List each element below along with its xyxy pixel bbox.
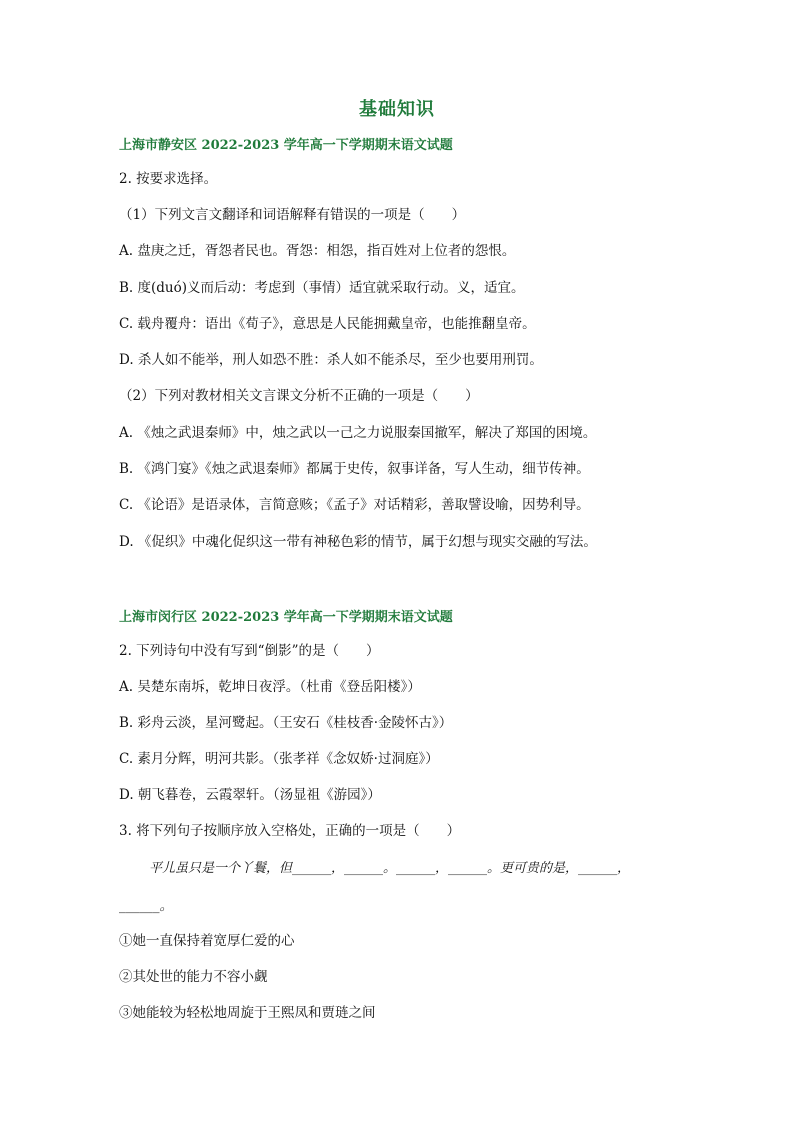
- q3-passage-line2: ______。: [119, 898, 173, 914]
- q2-option-c: C. 素月分辉，明河共影。（张孝祥《念奴娇·过洞庭》）: [119, 751, 439, 767]
- q2-option-b: B. 彩舟云淡，星河鹭起。（王安石《桂枝香·金陵怀古》）: [119, 715, 453, 731]
- sub2-option-d: D. 《促织》中魂化促织这一带有神秘色彩的情节，属于幻想与现实交融的写法。: [119, 534, 597, 550]
- q3-option-1: ①她一直保持着宽厚仁爱的心: [119, 933, 295, 949]
- q3-stem: 3. 将下列句子按顺序放入空格处，正确的一项是（ ）: [119, 823, 461, 839]
- section1-heading: 上海市静安区 2022-2023 学年高一下学期期末语文试题: [119, 138, 453, 153]
- q2-option-d: D. 朝飞暮卷，云霞翠轩。（汤显祖《游园》）: [119, 787, 381, 803]
- q2-option-a: A. 吴楚东南坼，乾坤日夜浮。（杜甫《登岳阳楼》）: [119, 679, 421, 695]
- sub1-option-b: B. 度(duó)义而后动：考虑到（事情）适宜就采取行动。义，适宜。: [119, 280, 525, 296]
- sub1-option-a: A. 盘庚之迁，胥怨者民也。胥怨：相怨，指百姓对上位者的怨恨。: [119, 243, 516, 259]
- q3-option-3: ③她能较为轻松地周旋于王熙凤和贾琏之间: [119, 1005, 376, 1021]
- sub1-option-d: D. 杀人如不能举，刑人如恐不胜：杀人如不能杀尽，至少也要用刑罚。: [119, 352, 543, 368]
- sub2-option-a: A. 《烛之武退秦师》中，烛之武以一己之力说服秦国撤军，解决了郑国的困境。: [119, 425, 597, 441]
- sub2-option-c: C. 《论语》是语录体，言简意赅；《孟子》对话精彩，善取譬设喻，因势利导。: [119, 497, 590, 513]
- sub1-stem: （1）下列文言文翻译和词语解释有错误的一项是（ ）: [119, 207, 466, 223]
- q2-stem: 2. 下列诗句中没有写到“倒影”的是（ ）: [119, 643, 380, 659]
- q3-passage-line1: 平儿虽只是一个丫鬟，但______，______。______，______。更可贵的是，______，: [149, 861, 631, 876]
- q3-option-2: ②其处世的能力不容小觑: [119, 969, 268, 985]
- sub2-stem: （2）下列对教材相关文言课文分析不正确的一项是（ ）: [119, 388, 479, 404]
- sub1-option-c: C. 载舟覆舟：语出《荀子》，意思是人民能拥戴皇帝，也能推翻皇帝。: [119, 316, 536, 332]
- page-title: 基础知识: [359, 99, 435, 120]
- question-intro: 2. 按要求选择。: [119, 171, 218, 187]
- sub2-option-b: B. 《鸿门宴》《烛之武退秦师》都属于史传，叙事详备，写人生动，细节传神。: [119, 461, 590, 477]
- section2-heading: 上海市闵行区 2022-2023 学年高一下学期期末语文试题: [119, 610, 453, 625]
